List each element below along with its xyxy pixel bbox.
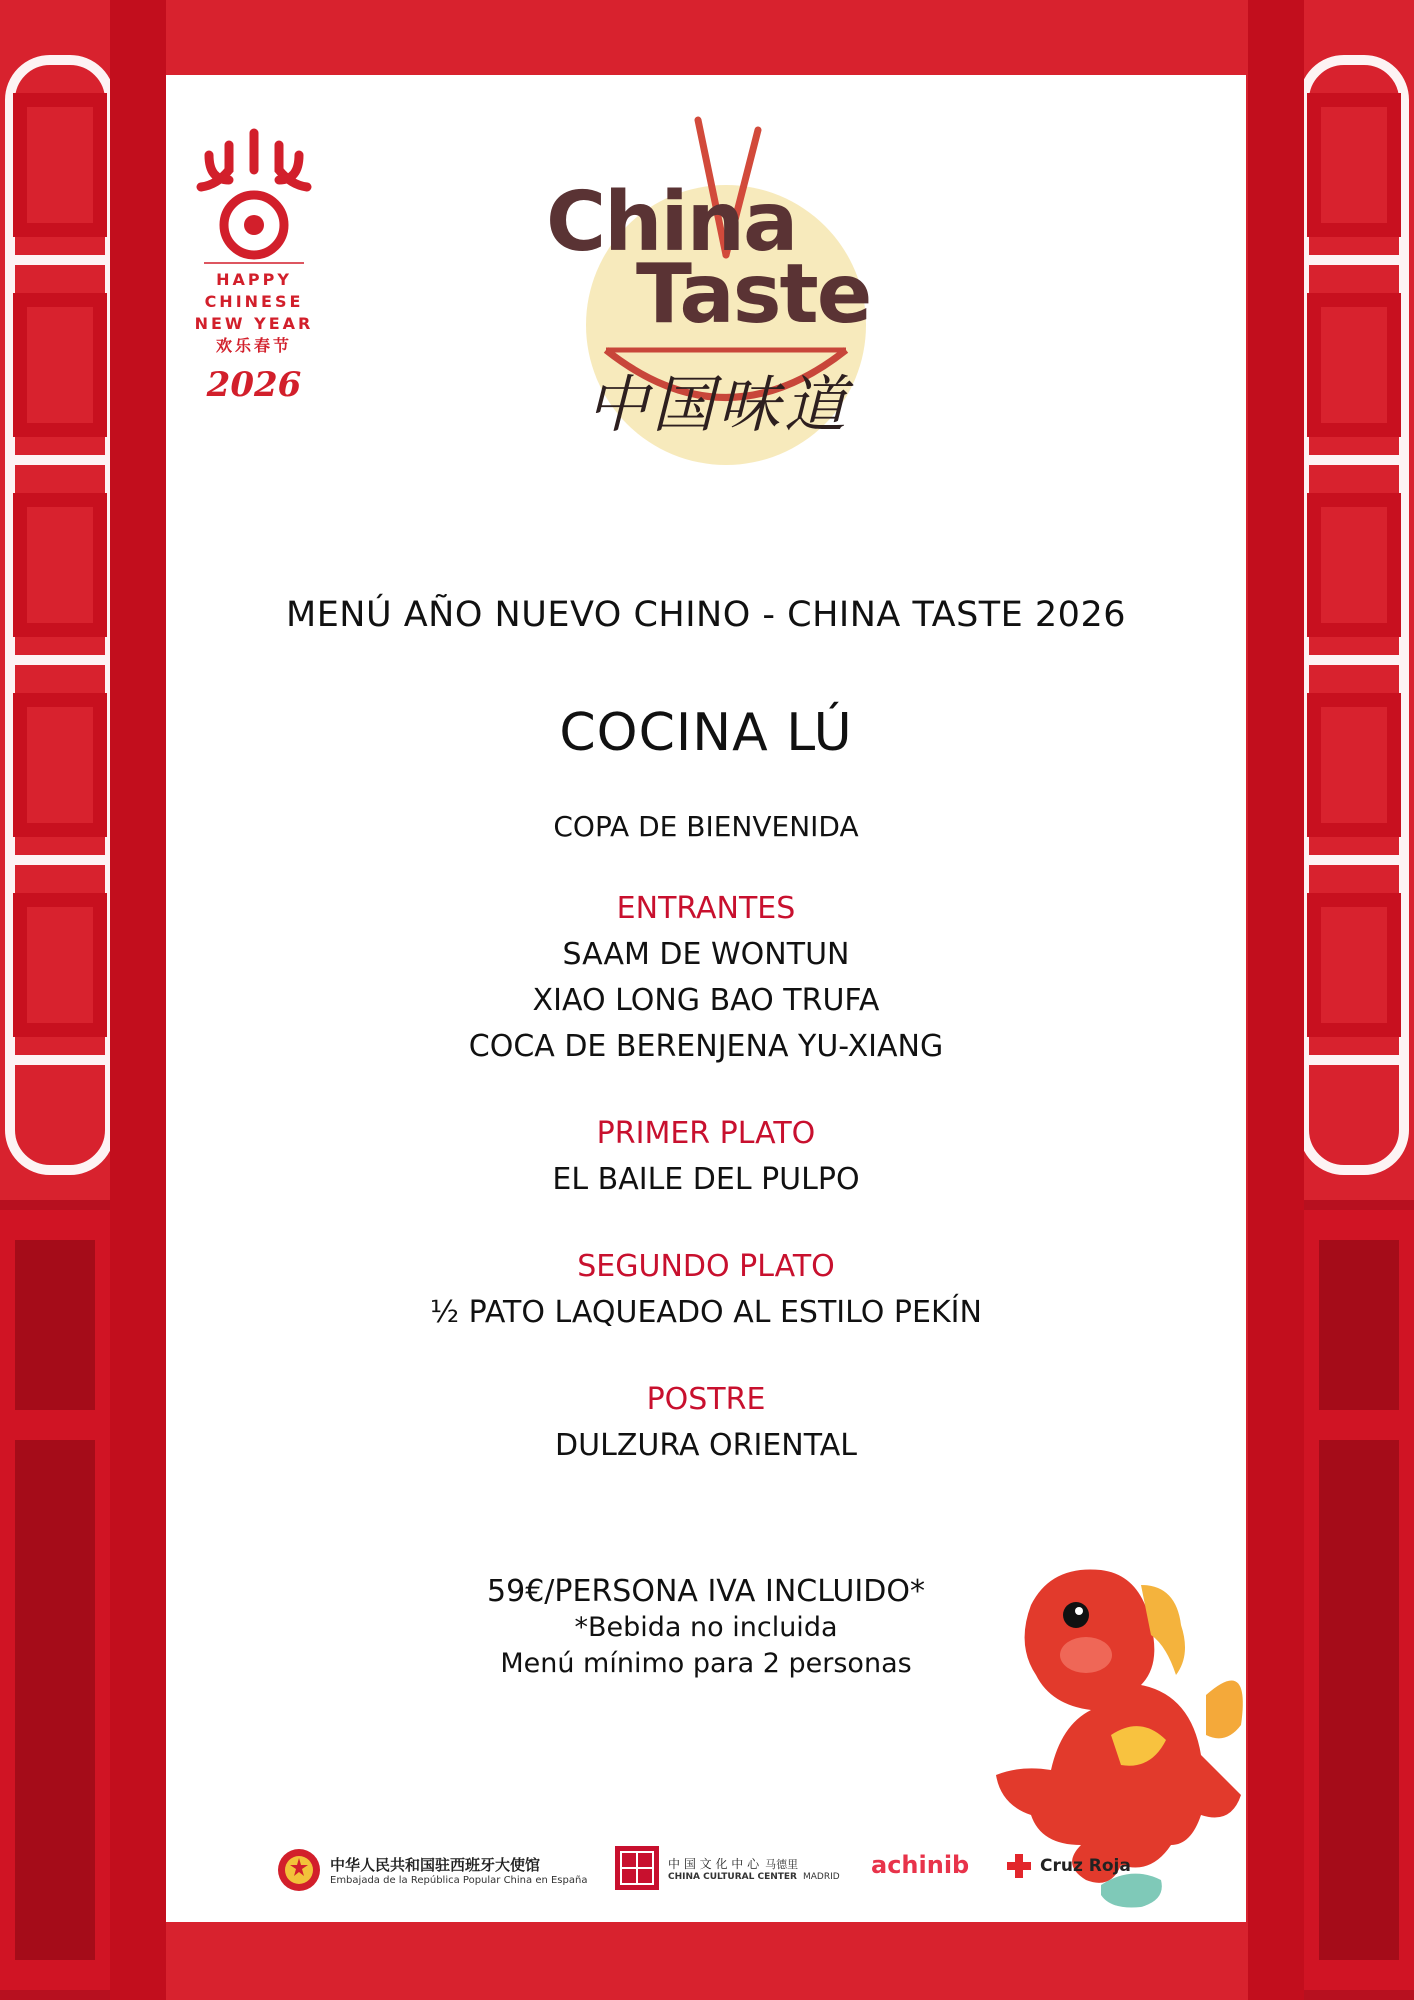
menu-list <box>166 810 1246 1515</box>
section-entrantes <box>166 891 1246 1070</box>
drinks-note: *Bebida no incluida <box>574 1612 838 1643</box>
bottom-frame-bar <box>166 1922 1246 2000</box>
menu-item: SAAM DE WONTUN <box>562 937 850 972</box>
national-emblem-icon <box>276 1845 322 1895</box>
badge-line-2: CHINESE <box>204 292 304 311</box>
right-lattice-pattern <box>1248 0 1414 2000</box>
badge-line-3: NEW YEAR <box>194 314 314 333</box>
menu-card <box>166 75 1246 1922</box>
embassy-name-es: Embajada de la República Popular China en España <box>330 1875 588 1886</box>
ccc-name-cn: 中 国 文 化 中 心 <box>668 1856 760 1871</box>
red-cross-icon <box>1006 1853 1032 1879</box>
badge-year: 2026 <box>206 365 302 405</box>
section-segundo-plato <box>166 1249 1246 1336</box>
embassy-name-cn: 中华人民共和国驻西班牙大使馆 <box>330 1856 541 1874</box>
menu-item: EL BAILE DEL PULPO <box>552 1162 860 1197</box>
sponsor-footer <box>276 1845 1136 1905</box>
achinib-name: achinib <box>871 1851 970 1879</box>
left-lattice-pattern <box>0 0 166 2000</box>
price-line: 59€/PERSONA IVA INCLUIDO* <box>487 1574 925 1609</box>
embassy-logo <box>276 1845 587 1895</box>
ccc-city: MADRID <box>803 1871 840 1882</box>
section-title: SEGUNDO PLATO <box>577 1249 835 1284</box>
welcome-drink: COPA DE BIENVENIDA <box>553 810 859 843</box>
logo-word-taste: Taste <box>636 247 871 342</box>
knot-emblem-icon <box>189 125 319 265</box>
menu-item: COCA DE BERENJENA YU-XIANG <box>468 1029 944 1064</box>
ccc-city-cn: 马德里 <box>765 1857 799 1871</box>
right-lattice-panel <box>1248 0 1414 2000</box>
cultural-center-seal-icon <box>614 1845 660 1891</box>
achinib-logo <box>871 1851 969 1879</box>
happy-new-year-badge <box>184 125 324 405</box>
badge-line-4: 欢乐春节 <box>215 336 292 355</box>
section-postre <box>166 1382 1246 1469</box>
section-title: PRIMER PLATO <box>596 1116 816 1151</box>
logo-word-china: China <box>546 175 797 270</box>
menu-title: MENÚ AÑO NUEVO CHINO - CHINA TASTE 2026 <box>286 595 1126 635</box>
menu-item: ½ PATO LAQUEADO AL ESTILO PEKÍN <box>430 1295 982 1330</box>
logo-chinese-calligraphy: 中国味道 <box>586 368 851 441</box>
cruz-roja-logo <box>1006 1853 1131 1879</box>
section-title: ENTRANTES <box>616 891 796 926</box>
left-lattice-panel <box>0 0 166 2000</box>
cruz-roja-name: Cruz Roja <box>1040 1856 1131 1876</box>
menu-item: DULZURA ORIENTAL <box>555 1428 857 1463</box>
minimum-note: Menú mínimo para 2 personas <box>500 1648 912 1679</box>
ccc-name-en: CHINA CULTURAL CENTER <box>668 1871 797 1882</box>
badge-line-1: HAPPY <box>216 270 292 289</box>
restaurant-name: COCINA LÚ <box>559 703 853 763</box>
section-primer-plato <box>166 1116 1246 1203</box>
section-title: POSTRE <box>646 1382 766 1417</box>
menu-item: XIAO LONG BAO TRUFA <box>532 983 880 1018</box>
china-cultural-center-logo <box>614 1845 840 1891</box>
